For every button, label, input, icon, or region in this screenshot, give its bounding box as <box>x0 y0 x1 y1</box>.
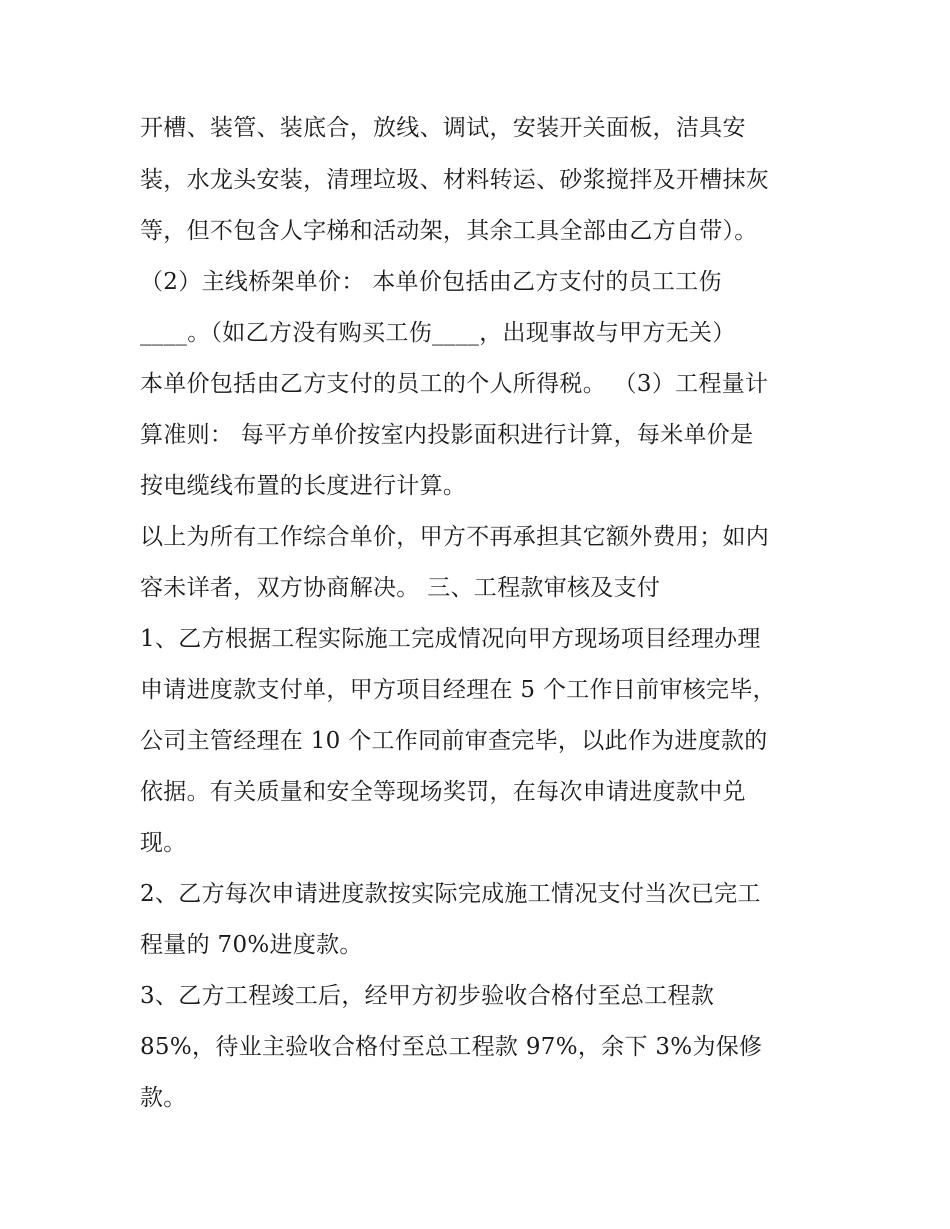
text-line: 2、乙方每次申请进度款按实际完成施工情况支付当次已完工 <box>140 881 761 907</box>
text-line: 85%，待业主验收合格付至总工程款 97%，余下 3%为保修 <box>140 1034 763 1060</box>
text-line: 1、乙方根据工程实际施工完成情况向甲方现场项目经理办理 <box>140 626 761 652</box>
text-line: 装，水龙头安装，清理垃圾、材料转运、砂浆搅拌及开槽抹灰 <box>140 167 770 193</box>
text-line: 程量的 70%进度款。 <box>140 932 363 958</box>
text-line: 公司主管经理在 10 个工作同前审查完毕，以此作为进度款的 <box>140 728 768 754</box>
text-line: （2）主线桥架单价： 本单价包括由乙方支付的员工工伤 <box>140 269 722 295</box>
text-line: 以上为所有工作综合单价，甲方不再承担其它额外费用；如内 <box>140 524 770 550</box>
text-line: 3、乙方工程竣工后，经甲方初步验收合格付至总工程款 <box>140 983 715 1009</box>
text-line: 开槽、装管、装底合，放线、调试，安装开关面板，洁具安 <box>140 115 746 141</box>
text-line: 本单价包括由乙方支付的员工的个人所得税。 （3）工程量计 <box>140 371 769 397</box>
text-line: 依据。有关质量和安全等现场奖罚，在每次申请进度款中兑 <box>140 779 746 805</box>
text-line: 申请进度款支付单，甲方项目经理在 5 个工作日前审核完毕， <box>140 677 776 703</box>
text-line: ____。（如乙方没有购买工伤____，出现事故与甲方无关） <box>140 320 736 346</box>
text-line: 算准则： 每平方单价按室内投影面积进行计算，每米单价是 <box>140 422 754 448</box>
text-line: 等，但不包含人字梯和活动架，其余工具全部由乙方自带）。 <box>140 218 758 244</box>
text-line: 现。 <box>140 830 187 856</box>
text-line: 容未详者，双方协商解决。 三、工程款审核及支付 <box>140 575 661 601</box>
text-line: 按电缆线布置的长度进行计算。 <box>140 473 467 499</box>
text-line: 款。 <box>140 1085 187 1111</box>
